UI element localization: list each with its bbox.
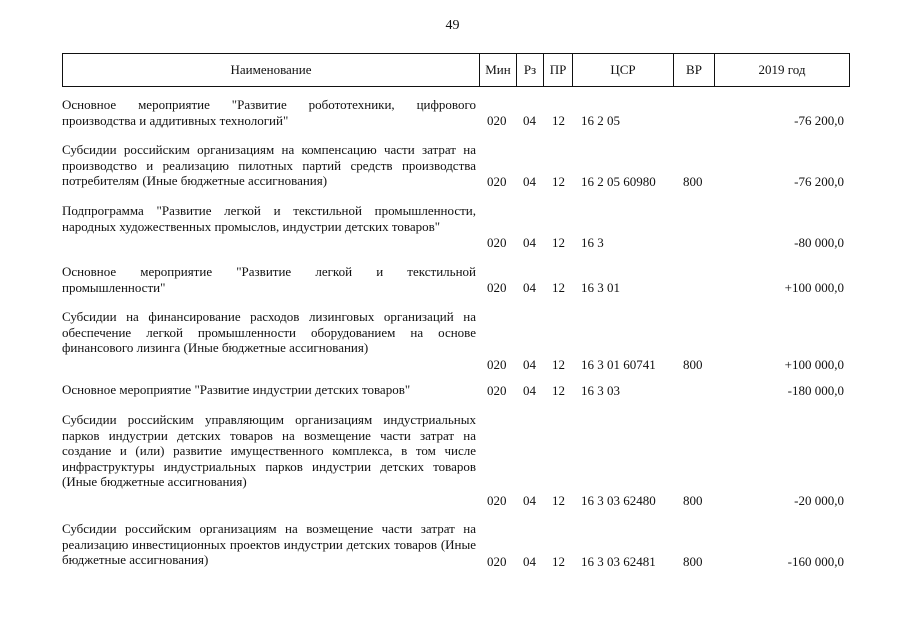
row-min: 020	[487, 235, 507, 250]
row-min: 020	[487, 357, 507, 372]
row-csr: 16 2 05	[581, 113, 620, 128]
row-vr: 800	[683, 174, 703, 189]
row-csr: 16 3 03	[581, 383, 620, 398]
header-year: 2019 год	[714, 54, 849, 86]
row-csr: 16 3 01	[581, 280, 620, 295]
row-name: Субсидии российским организациям на возмещение части затрат на реализацию инвестиционных проектов индустрии детских товаров (Иные бюджетные ассигнования)	[62, 521, 476, 567]
row-amount: +100 000,0	[784, 357, 844, 372]
header-pr: ПР	[543, 54, 572, 86]
row-rz: 04	[523, 383, 536, 398]
table-header	[62, 53, 850, 87]
row-min: 020	[487, 174, 507, 189]
row-name: Основное мероприятие "Развитие индустрии детских товаров"	[62, 382, 411, 397]
row-min: 020	[487, 280, 507, 295]
header-min: Мин	[479, 54, 516, 86]
row-csr: 16 3 03 62481	[581, 554, 656, 569]
row-pr: 12	[552, 280, 565, 295]
row-amount: +100 000,0	[784, 280, 844, 295]
row-csr: 16 3 01 60741	[581, 357, 656, 372]
row-name: Субсидии российским организациям на компенсацию части затрат на производство и реализацию пилотных партий средств производства потребителям (Иные бюджетные ассигнования)	[62, 142, 476, 188]
row-name: Основное мероприятие "Развитие робототехники, цифрового производства и аддитивных технологий"	[62, 97, 476, 128]
row-vr: 800	[683, 493, 703, 508]
row-pr: 12	[552, 113, 565, 128]
table-row	[62, 521, 850, 570]
table-row	[62, 309, 850, 373]
table-row	[62, 97, 850, 129]
row-csr: 16 3	[581, 235, 604, 250]
row-amount: -80 000,0	[794, 235, 844, 250]
row-csr: 16 3 03 62480	[581, 493, 656, 508]
row-name: Основное мероприятие "Развитие легкой и текстильной промышленности"	[62, 264, 476, 295]
row-pr: 12	[552, 235, 565, 250]
row-pr: 12	[552, 357, 565, 372]
row-amount: -76 200,0	[794, 113, 844, 128]
row-pr: 12	[552, 493, 565, 508]
row-rz: 04	[523, 554, 536, 569]
header-csr: ЦСР	[572, 54, 673, 86]
table-row	[62, 142, 850, 190]
row-name: Субсидии российским управляющим организациям индустриальных парков индустрии детских товаров на возмещение части затрат на создание и (или) развитие имущественного комплекса, в том числе инфраструктуры индустриальных парков индустрии детских товаров (Иные бюджетные ассигнования)	[62, 412, 476, 489]
row-rz: 04	[523, 493, 536, 508]
row-name: Подпрограмма "Развитие легкой и текстильной промышленности, народных художественных промыслов, индустрии детских товаров"	[62, 203, 476, 234]
row-rz: 04	[523, 113, 536, 128]
table-row	[62, 203, 850, 251]
row-min: 020	[487, 113, 507, 128]
row-vr: 800	[683, 554, 703, 569]
row-vr: 800	[683, 357, 703, 372]
row-amount: -180 000,0	[787, 383, 844, 398]
row-rz: 04	[523, 174, 536, 189]
row-csr: 16 2 05 60980	[581, 174, 656, 189]
row-amount: -160 000,0	[787, 554, 844, 569]
row-pr: 12	[552, 383, 565, 398]
page-number: 49	[445, 18, 460, 33]
row-pr: 12	[552, 554, 565, 569]
header-vr: ВР	[673, 54, 714, 86]
table-row	[62, 264, 850, 296]
table-row	[62, 412, 850, 509]
row-min: 020	[487, 554, 507, 569]
row-rz: 04	[523, 357, 536, 372]
row-amount: -20 000,0	[794, 493, 844, 508]
row-amount: -76 200,0	[794, 174, 844, 189]
row-rz: 04	[523, 280, 536, 295]
header-rz: Рз	[516, 54, 543, 86]
header-name: Наименование	[230, 62, 312, 77]
row-min: 020	[487, 383, 507, 398]
row-min: 020	[487, 493, 507, 508]
table-row	[62, 382, 850, 399]
row-pr: 12	[552, 174, 565, 189]
row-name: Субсидии на финансирование расходов лизинговых организаций на обеспечение легкой промышленности оборудованием на основе финансового лизинга (Иные бюджетные ассигнования)	[62, 309, 476, 355]
row-rz: 04	[523, 235, 536, 250]
